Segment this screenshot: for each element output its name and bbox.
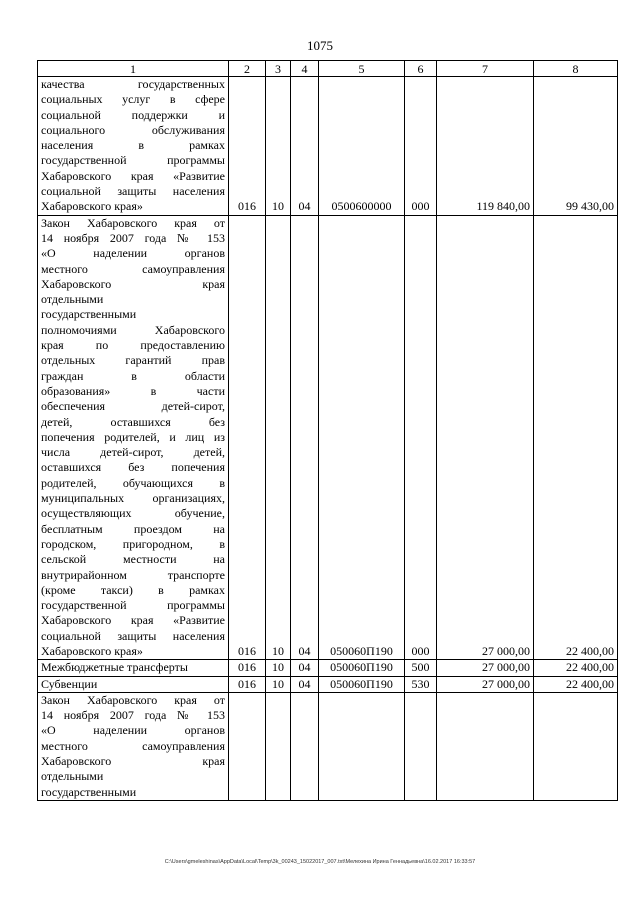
page-number: 1075 — [307, 38, 333, 53]
description-line: местного самоуправления — [41, 738, 225, 753]
header-cell: 2 — [229, 61, 266, 77]
description-line: отдельными — [41, 769, 104, 784]
description-line: «О наделении органов — [41, 246, 225, 261]
description-line: детей, оставшихся без — [41, 414, 225, 429]
amount-year-1: 27 000,00 — [437, 215, 534, 660]
description-line: полномочиями Хабаровского — [41, 322, 225, 337]
description-line: Субвенции — [41, 676, 98, 691]
description-line: 14 ноября 2007 года № 153 — [41, 708, 225, 723]
target-article-code — [319, 692, 405, 800]
description-line: Хабаровского края» — [41, 643, 143, 658]
amount-year-2: 22 400,00 — [534, 676, 618, 692]
description-line: внутрирайонном транспорте — [41, 567, 225, 582]
amount-year-2 — [534, 692, 618, 800]
amount-year-2: 99 430,00 — [534, 77, 618, 216]
description-line: населения в рамках — [41, 138, 225, 153]
description-line: Хабаровского края — [41, 754, 225, 769]
amount-year-1 — [437, 692, 534, 800]
description-line: родителей, обучающихся в — [41, 475, 225, 490]
description-line: социальной защиты населения — [41, 628, 225, 643]
chapter-code: 016 — [229, 660, 266, 676]
table-row — [38, 77, 618, 216]
header-cell: 7 — [437, 61, 534, 77]
description-line: Хабаровского края «Развитие — [41, 168, 225, 183]
section-code — [266, 692, 291, 800]
row-description — [38, 676, 229, 692]
table-row — [38, 676, 618, 692]
description-line: отдельными — [41, 292, 104, 307]
description-line: Хабаровского края — [41, 276, 225, 291]
subsection-code: 04 — [291, 77, 319, 216]
section-code: 10 — [266, 77, 291, 216]
row-description — [38, 215, 229, 660]
header-cell: 6 — [405, 61, 437, 77]
target-article-code: 050060П190 — [319, 676, 405, 692]
description-line: Хабаровского края «Развитие — [41, 613, 225, 628]
description-line: граждан в области — [41, 368, 225, 383]
header-cell: 1 — [38, 61, 229, 77]
description-line: городском, пригородном, в — [41, 536, 225, 551]
header-cell: 8 — [534, 61, 618, 77]
description-line: Хабаровского края» — [41, 199, 143, 214]
amount-year-2: 22 400,00 — [534, 215, 618, 660]
description-line: бесплатным проездом на — [41, 521, 225, 536]
description-line: образования» в части — [41, 383, 225, 398]
subsection-code: 04 — [291, 660, 319, 676]
description-line: «О наделении органов — [41, 723, 225, 738]
description-line: обеспечения детей-сирот, — [41, 399, 225, 414]
amount-year-1: 119 840,00 — [437, 77, 534, 216]
table-body — [38, 77, 618, 801]
expense-type-code: 000 — [405, 215, 437, 660]
expense-type-code: 000 — [405, 77, 437, 216]
target-article-code: 050060П190 — [319, 215, 405, 660]
file-path-footer: C:\Users\gmeleshinas\AppData\Local\Temp\3k_00243_15022017_007.txt\Мелехина Ирина Геннадьевна\16.02.2017 16:33:57 — [164, 859, 476, 865]
description-line: попечения родителей, и лиц из — [41, 429, 225, 444]
expense-type-code — [405, 692, 437, 800]
header-cell: 3 — [266, 61, 291, 77]
row-description — [38, 692, 229, 800]
table-row — [38, 215, 618, 660]
subsection-code: 04 — [291, 676, 319, 692]
description-line: Закон Хабаровского края от — [41, 215, 225, 230]
description-line: местного самоуправления — [41, 261, 225, 276]
row-description — [38, 77, 229, 216]
subsection-code — [291, 692, 319, 800]
chapter-code: 016 — [229, 676, 266, 692]
description-line: края по предоставлению — [41, 338, 225, 353]
description-line: Межбюджетные трансферты — [41, 660, 188, 675]
table-header-row — [38, 61, 618, 77]
table-row — [38, 660, 618, 676]
description-line: оставшихся без попечения — [41, 460, 225, 475]
header-cell: 5 — [319, 61, 405, 77]
amount-year-1: 27 000,00 — [437, 676, 534, 692]
header-cell: 4 — [291, 61, 319, 77]
description-line: государственными — [41, 307, 137, 322]
description-line: качества государственных — [41, 77, 225, 91]
description-line: сельской местности на — [41, 552, 225, 567]
section-code: 10 — [266, 660, 291, 676]
chapter-code: 016 — [229, 215, 266, 660]
description-line: государственными — [41, 784, 137, 799]
description-line: социальной защиты населения — [41, 184, 225, 199]
description-line: муниципальных организациях, — [41, 491, 225, 506]
table-row — [38, 692, 618, 800]
description-line: 14 ноября 2007 года № 153 — [41, 230, 225, 245]
row-description — [38, 660, 229, 676]
section-code: 10 — [266, 215, 291, 660]
description-line: государственной программы — [41, 598, 225, 613]
description-line: числа детей-сирот, детей, — [41, 445, 225, 460]
description-line: социального обслуживания — [41, 122, 225, 137]
section-code: 10 — [266, 676, 291, 692]
amount-year-1: 27 000,00 — [437, 660, 534, 676]
description-line: государственной программы — [41, 153, 225, 168]
target-article-code: 0500600000 — [319, 77, 405, 216]
description-line: социальной поддержки и — [41, 107, 225, 122]
budget-table — [37, 60, 618, 801]
description-line: осуществляющих обучение, — [41, 506, 225, 521]
description-line: (кроме такси) в рамках — [41, 582, 225, 597]
description-line: социальных услуг в сфере — [41, 92, 225, 107]
expense-type-code: 530 — [405, 676, 437, 692]
target-article-code: 050060П190 — [319, 660, 405, 676]
description-line: Закон Хабаровского края от — [41, 692, 225, 707]
subsection-code: 04 — [291, 215, 319, 660]
chapter-code — [229, 692, 266, 800]
chapter-code: 016 — [229, 77, 266, 216]
amount-year-2: 22 400,00 — [534, 660, 618, 676]
expense-type-code: 500 — [405, 660, 437, 676]
description-line: отдельных гарантий прав — [41, 353, 225, 368]
